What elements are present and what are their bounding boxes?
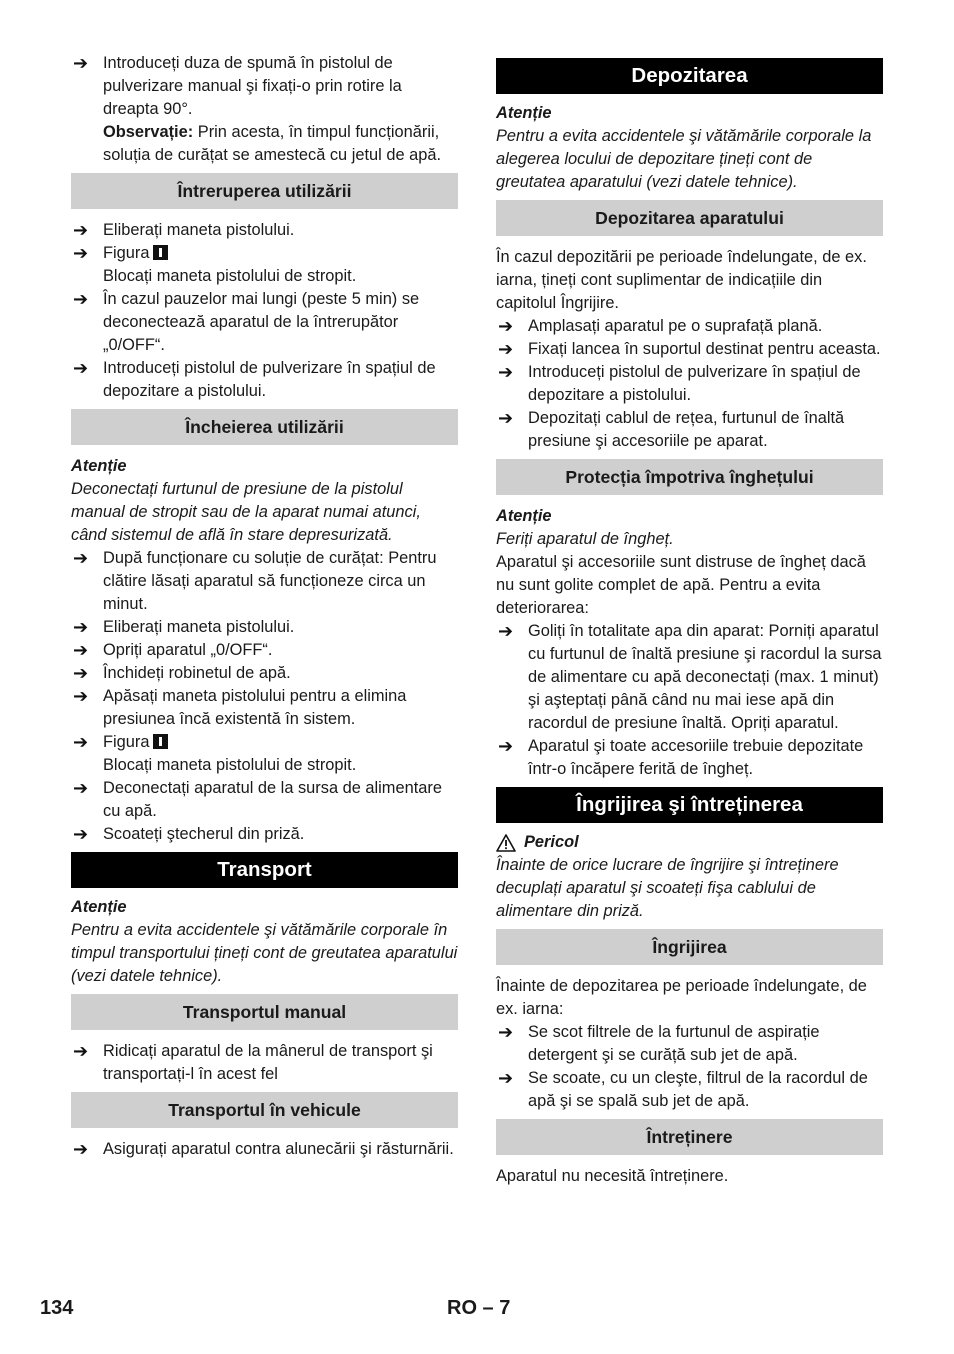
- list-item: ➔ Goliți în totalitate apa din aparat: Porniți aparatul cu furtunul de înaltă presiune şi racordul la sursa de alimentare cu apă deconectați (max. 1 minut) şi aşteptați până când nu mai iese apă din racordul de presiune înaltă. Opriți aparatul.: [498, 621, 882, 732]
- warning-label: Atenție: [71, 898, 127, 916]
- arrow-right-icon: ➔: [73, 220, 89, 240]
- section-heading: Încheierea utilizării: [71, 409, 458, 445]
- list-item: ➔ În cazul pauzelor mai lungi (peste 5 min) se deconectează aparatul de la întrerupător „0/OFF“.: [73, 289, 420, 354]
- arrow-right-icon: ➔: [73, 548, 89, 568]
- warning-text: Deconectați furtunul de presiune de la pistolul manual de stropit sau de la aparat numai atunci, când sistemul de află în stare depresurizată.: [71, 480, 421, 544]
- section-heading: Protecția împotriva înghețului: [496, 459, 883, 495]
- list-item: ➔ Apăsați maneta pistolului pentru a elimina presiunea încă existentă în sistem.: [73, 686, 407, 728]
- warning-text: Pentru a evita accidentele şi vătămările corporale la alegerea locului de depozitare țineți cont de greutatea aparatului (vezi datele tehnice).: [496, 127, 872, 191]
- arrow-right-icon: ➔: [498, 339, 514, 359]
- arrow-right-icon: ➔: [498, 362, 514, 382]
- list-item: ➔ Depozitați cablul de rețea, furtunul de înaltă presiune şi accesoriile pe aparat.: [498, 408, 845, 450]
- warning-label: Atenție: [71, 457, 127, 475]
- arrow-right-icon: ➔: [73, 289, 89, 309]
- arrow-right-icon: ➔: [498, 316, 514, 336]
- paragraph: Aparatul nu necesită întreținere.: [496, 1167, 729, 1185]
- list-item: ➔ După funcționare cu soluție de curățat: Pentru clătire lăsați aparatul să funcționeze circa un minut.: [73, 548, 437, 613]
- section-code: RO – 7: [447, 1297, 511, 1319]
- list-item: ➔ Figura: [71, 731, 458, 754]
- section-heading: Îngrijirea: [496, 929, 883, 965]
- chapter-heading: Îngrijirea şi întreținerea: [496, 787, 883, 823]
- list-item: ➔ Se scoate, cu un cleşte, filtrul de la racordul de apă şi se spală sub jet de apă.: [498, 1068, 868, 1110]
- chapter-heading: Depozitarea: [496, 58, 883, 94]
- arrow-right-icon: ➔: [73, 1139, 89, 1159]
- observation-text: Prin acesta, în timpul funcționării, soluția de curățat se amestecă cu jetul de apă.: [103, 123, 442, 164]
- warning-triangle-icon: [496, 834, 516, 852]
- arrow-right-icon: ➔: [73, 778, 89, 798]
- list-item: ➔ Introduceți pistolul de pulverizare în spațiul de depozitare a pistolului.: [73, 358, 436, 400]
- arrow-right-icon: ➔: [498, 1068, 514, 1088]
- arrow-right-icon: ➔: [498, 736, 514, 756]
- arrow-right-icon: ➔: [498, 1022, 514, 1042]
- warning-label: Atenție: [496, 507, 552, 525]
- arrow-right-icon: ➔: [73, 686, 89, 706]
- list-item: ➔ Introduceți pistolul de pulverizare în spațiul de depozitare a pistolului.: [498, 362, 861, 404]
- figure-i-icon: [153, 734, 168, 749]
- list-item-continuation: Blocați maneta pistolului de stropit.: [103, 756, 357, 774]
- section-heading: Transportul în vehicule: [71, 1092, 458, 1128]
- right-column: [496, 52, 883, 1188]
- list-item: ➔ Opriți aparatul „0/OFF“.: [73, 640, 273, 660]
- danger-label: Pericol: [524, 833, 579, 851]
- list-item: ➔ Amplasați aparatul pe o suprafață plană.: [498, 316, 823, 336]
- figure-i-icon: [153, 245, 168, 260]
- list-item: ➔ Eliberați maneta pistolului.: [73, 220, 295, 240]
- section-heading: Depozitarea aparatului: [496, 200, 883, 236]
- list-item: ➔ Asigurați aparatul contra alunecării şi răsturnării.: [73, 1139, 454, 1159]
- danger-notice: [496, 831, 883, 854]
- arrow-right-icon: ➔: [73, 617, 89, 637]
- page-number: 134: [40, 1297, 74, 1319]
- arrow-right-icon: ➔: [498, 621, 514, 641]
- list-item: ➔ Deconectați aparatul de la sursa de alimentare cu apă.: [73, 778, 442, 820]
- arrow-right-icon: ➔: [73, 824, 89, 844]
- arrow-right-icon: ➔: [73, 53, 89, 73]
- observation-label: Observație:: [103, 123, 194, 141]
- chapter-heading: Transport: [71, 852, 458, 888]
- paragraph: Aparatul şi accesoriile sunt distruse de îngheț dacă nu sunt golite complet de apă. Pentru a evita deteriorarea:: [496, 553, 866, 617]
- paragraph: Înainte de depozitarea pe perioade îndelungate, de ex. iarna:: [496, 977, 867, 1018]
- list-item: ➔ Fixați lancea în suportul destinat pentru aceasta.: [498, 339, 881, 359]
- warning-text: Pentru a evita accidentele şi vătămările corporale în timpul transportului țineți cont de greutatea aparatului (vezi datele tehnice).: [71, 921, 458, 985]
- section-heading: Transportul manual: [71, 994, 458, 1030]
- list-item: ➔ Scoateți ştecherul din priză.: [73, 824, 305, 844]
- paragraph: În cazul depozitării pe perioade îndelungate, de ex. iarna, țineți cont suplimentar de indicațiile din capitolul Îngrijire.: [496, 248, 867, 312]
- arrow-right-icon: ➔: [498, 408, 514, 428]
- list-item: ➔ Eliberați maneta pistolului.: [73, 617, 295, 637]
- list-item: ➔ Se scot filtrele de la furtunul de aspirație detergent şi se curăță sub jet de apă.: [498, 1022, 820, 1064]
- arrow-right-icon: ➔: [73, 663, 89, 683]
- danger-text: Înainte de orice lucrare de îngrijire şi întreținere decuplați aparatul şi scoateți fişa cablului de alimentare din priză.: [496, 856, 839, 920]
- arrow-right-icon: ➔: [73, 243, 89, 263]
- section-heading: Întreținere: [496, 1119, 883, 1155]
- list-item: ➔ Închideți robinetul de apă.: [73, 663, 291, 683]
- left-column: [71, 52, 458, 1161]
- arrow-right-icon: ➔: [73, 1041, 89, 1061]
- warning-label: Atenție: [496, 104, 552, 122]
- arrow-right-icon: ➔: [73, 358, 89, 378]
- list-item: ➔ Introduceți duza de spumă în pistolul de pulverizare manual şi fixați-o prin rotire la dreapta 90°.: [73, 53, 402, 118]
- arrow-right-icon: ➔: [73, 732, 89, 752]
- list-item: ➔ Figura: [71, 242, 458, 265]
- observation-note: [71, 121, 458, 167]
- section-heading: Întreruperea utilizării: [71, 173, 458, 209]
- list-item: ➔ Aparatul şi toate accesoriile trebuie depozitate într-o încăpere ferită de îngheț.: [498, 736, 864, 778]
- arrow-right-icon: ➔: [73, 640, 89, 660]
- list-item-continuation: Blocați maneta pistolului de stropit.: [103, 267, 357, 285]
- list-item: ➔ Ridicați aparatul de la mânerul de transport şi transportați-l în acest fel: [73, 1041, 433, 1083]
- warning-text: Feriți aparatul de îngheț.: [496, 530, 674, 548]
